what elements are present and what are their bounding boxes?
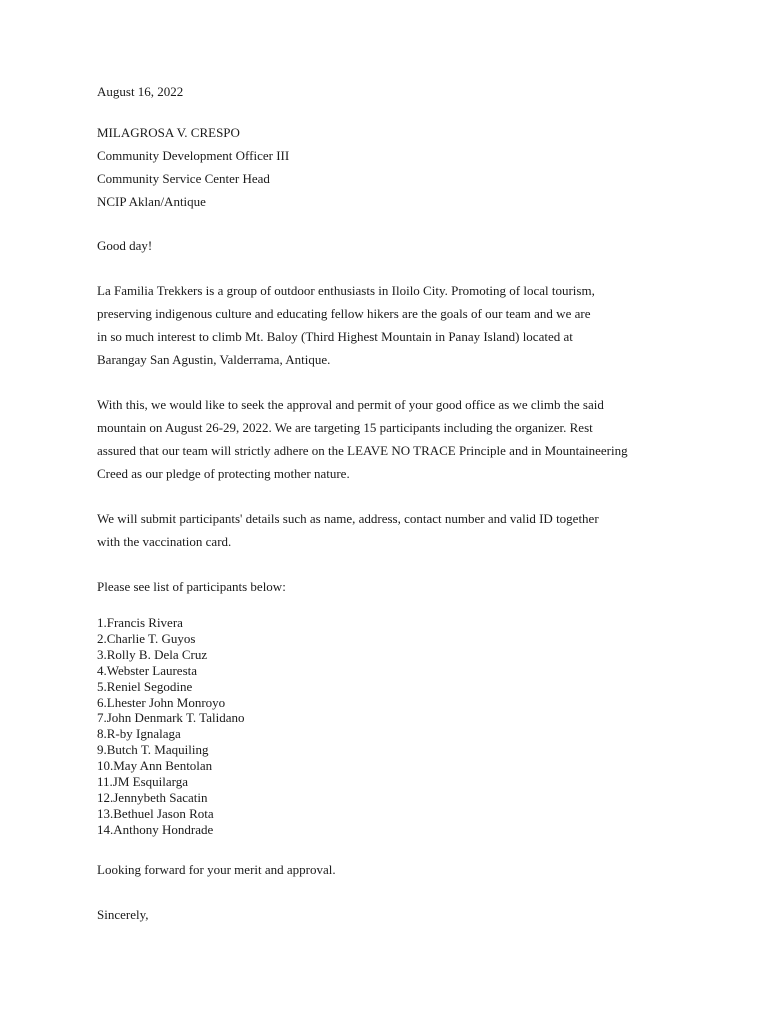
paragraph-submission	[97, 507, 727, 553]
paragraph-line: Creed as our pledge of protecting mother nature.	[97, 466, 350, 481]
paragraph-line: With this, we would like to seek the approval and permit of your good office as we climb the said	[97, 397, 604, 412]
addressee-position: Community Service Center Head	[97, 171, 270, 186]
list-item: 11.JM Esquilarga	[97, 774, 188, 790]
letter-page	[97, 80, 727, 926]
paragraph-line: assured that our team will strictly adhere on the LEAVE NO TRACE Principle and in Mountaineering	[97, 443, 628, 458]
list-item: 4.Webster Lauresta	[97, 662, 198, 678]
signoff: Sincerely,	[97, 906, 149, 922]
list-item: 14.Anthony Hondrade	[97, 821, 214, 837]
paragraph-intro	[97, 279, 727, 371]
list-item: 6.Lhester John Monroyo	[97, 694, 226, 710]
list-item: 5.Reniel Segodine	[97, 678, 193, 694]
participants-list	[97, 615, 727, 838]
list-item: 9.Butch T. Maquiling	[97, 742, 209, 758]
closing-line: Looking forward for your merit and approval.	[97, 861, 336, 877]
list-item: 13.Bethuel Jason Rota	[97, 805, 214, 821]
addressee-office: NCIP Aklan/Antique	[97, 194, 206, 209]
list-item: 10.May Ann Bentolan	[97, 758, 213, 774]
addressee-block	[97, 121, 727, 213]
paragraph-line: in so much interest to climb Mt. Baloy (Third Highest Mountain in Panay Island) located at	[97, 329, 573, 344]
list-item: 2.Charlie T. Guyos	[97, 630, 196, 646]
letter-date: August 16, 2022	[97, 84, 184, 99]
addressee-title: Community Development Officer III	[97, 148, 290, 163]
list-item: 8.R-by Ignalaga	[97, 726, 181, 742]
list-item: 1.Francis Rivera	[97, 615, 183, 630]
list-item: 7.John Denmark T. Talidano	[97, 710, 245, 726]
addressee-name: MILAGROSA V. CRESPO	[97, 125, 240, 140]
paragraph-line: We will submit participants' details such as name, address, contact number and valid ID together	[97, 511, 599, 526]
paragraph-line: La Familia Trekkers is a group of outdoor enthusiasts in Iloilo City. Promoting of local tourism,	[97, 283, 595, 298]
list-item: 12.Jennybeth Sacatin	[97, 789, 208, 805]
paragraph-line: preserving indigenous culture and educating fellow hikers are the goals of our team and we are	[97, 306, 591, 321]
participants-intro: Please see list of participants below:	[97, 579, 286, 594]
list-item: 3.Rolly B. Dela Cruz	[97, 646, 208, 662]
paragraph-line: with the vaccination card.	[97, 534, 232, 549]
greeting: Good day!	[97, 238, 153, 253]
paragraph-line: mountain on August 26-29, 2022. We are targeting 15 participants including the organizer. Rest	[97, 420, 593, 435]
paragraph-request	[97, 393, 727, 485]
paragraph-line: Barangay San Agustin, Valderrama, Antique.	[97, 352, 331, 367]
